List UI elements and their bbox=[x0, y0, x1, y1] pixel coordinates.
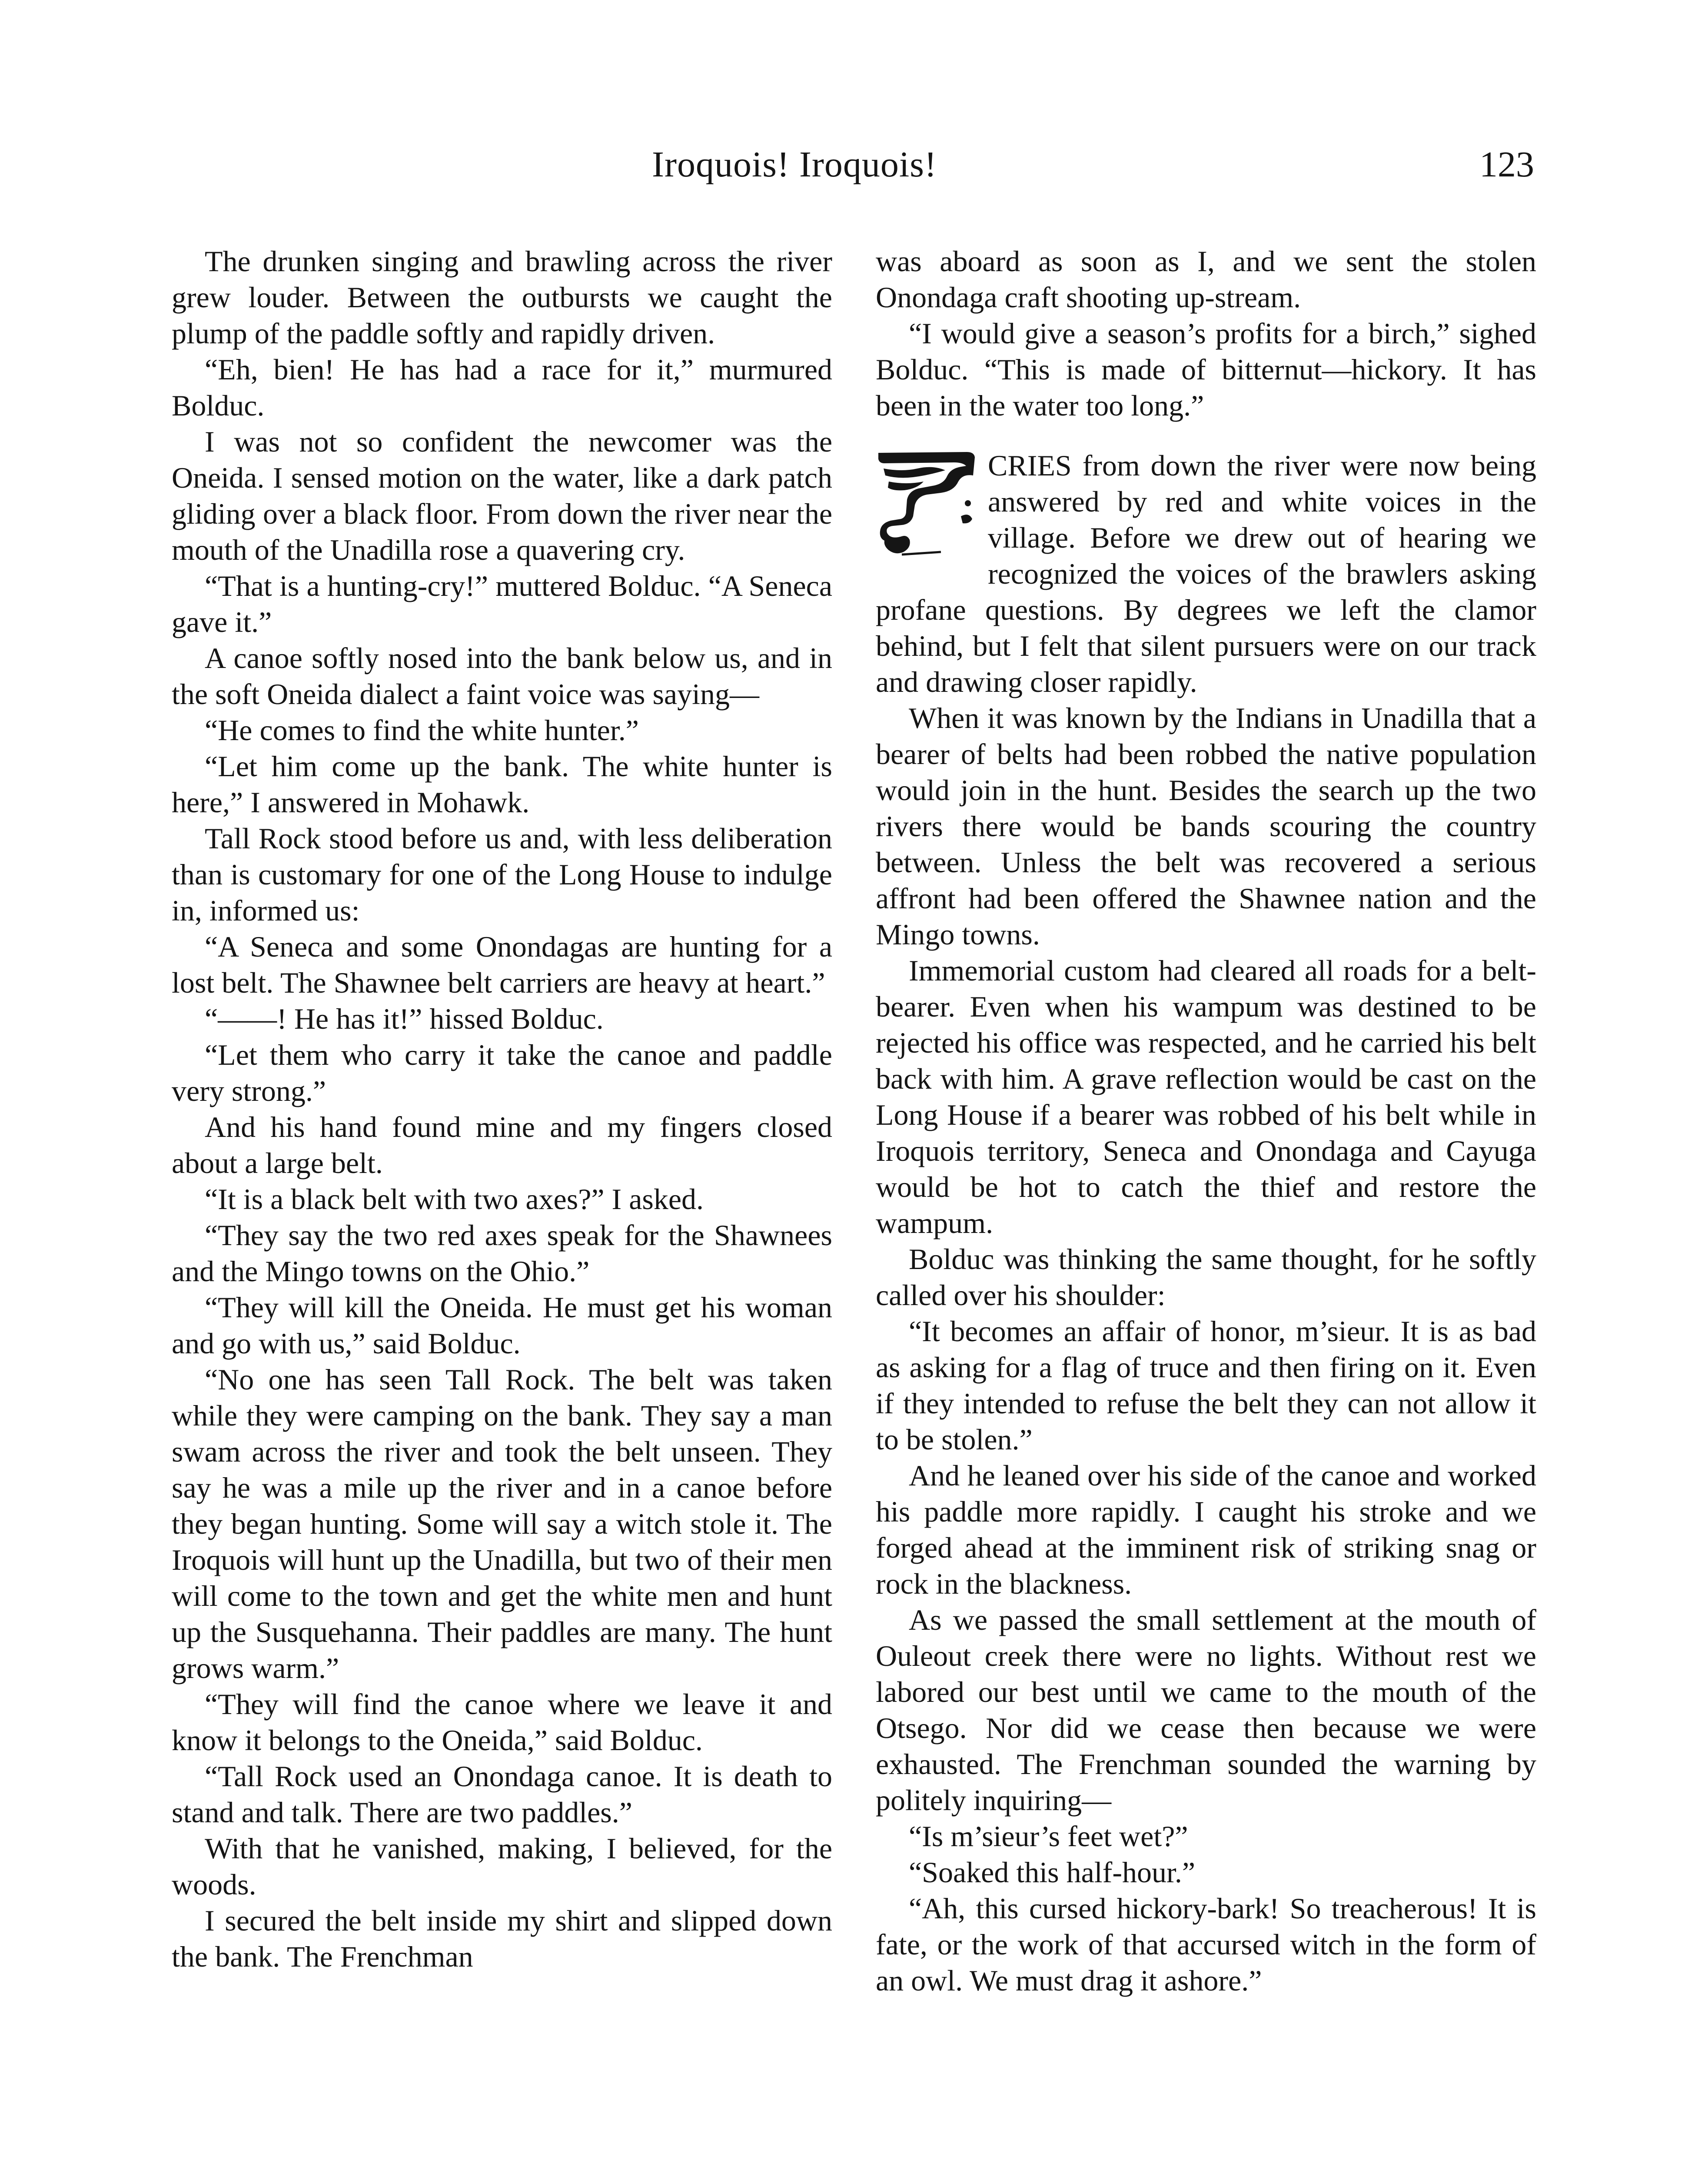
paragraph: “It is a black belt with two axes?” I asked. bbox=[205, 1183, 704, 1216]
paragraph: “I would give a season’s profits for a birch,” sighed Bolduc. “This is made of bitternut—hickory. It has been in the water too long.” bbox=[876, 317, 1536, 422]
paragraph: As we passed the small settlement at the mouth of Ouleout creek there were no lights. Without rest we labored our best until we came to the mouth of the Otsego. Nor did we cease then because we were exhausted. The Frenchman sounded the warning by politely inquiring— bbox=[876, 1603, 1536, 1817]
dropcap-paragraph-text: CRIES from down the river were now being answered by red and white voices in the village. Before we drew out of hearing we recognized the voices of the brawlers asking profane questions. By degrees we left the clamor behind, but I felt that silent pursuers were on our track and drawing closer rapidly. bbox=[876, 449, 1536, 698]
paragraph: And his hand found mine and my fingers closed about a large belt. bbox=[172, 1110, 832, 1180]
paragraph: I secured the belt inside my shirt and slipped down the bank. The Frenchman bbox=[172, 1904, 832, 1973]
paragraph: I was not so confident the newcomer was the Oneida. I sensed motion on the water, like a dark patch gliding over a black floor. From down the river near the mouth of the Unadilla rose a quavering cry. bbox=[172, 425, 832, 566]
paragraph: “He comes to find the white hunter.” bbox=[205, 714, 639, 747]
page-number: 123 bbox=[1479, 144, 1534, 185]
paragraph: A canoe softly nosed into the bank below us, and in the soft Oneida dialect a faint voice was saying— bbox=[172, 641, 832, 711]
paragraph: “——! He has it!” hissed Bolduc. bbox=[205, 1002, 604, 1035]
paragraph: “Soaked this half-hour.” bbox=[909, 1856, 1196, 1889]
paragraph: “Is m’sieur’s feet wet?” bbox=[909, 1820, 1188, 1853]
paragraph: “It becomes an affair of honor, m’sieur. It is as bad as asking for a flag of truce and then firing on it. Even if they intended to refuse the belt they can not allow it to be stolen.” bbox=[876, 1315, 1536, 1456]
paragraph: And he leaned over his side of the canoe and worked his paddle more rapidly. I caught his stroke and we forged ahead at the imminent risk of striking snag or rock in the blackness. bbox=[876, 1459, 1536, 1600]
dropcap-ornament-icon bbox=[876, 451, 980, 560]
paragraph: “A Seneca and some Onondagas are hunting for a lost belt. The Shawnee belt carriers are heavy at heart.” bbox=[172, 930, 832, 999]
paragraph: “They will kill the Oneida. He must get his woman and go with us,” said Bolduc. bbox=[172, 1291, 832, 1360]
paragraph: When it was known by the Indians in Unadilla that a bearer of belts had been robbed the native population would join in the hunt. Besides the search up the two rivers there would be bands scouring the country between. Unless the belt was recovered a serious affront had been offered the Shawnee nation and the Mingo towns. bbox=[876, 701, 1536, 951]
paragraph: “They will find the canoe where we leave it and know it belongs to the Oneida,” said Bolduc. bbox=[172, 1688, 832, 1757]
paragraph: “Let them who carry it take the canoe and paddle very strong.” bbox=[172, 1038, 832, 1107]
running-head-title: Iroquois! Iroquois! bbox=[652, 144, 937, 185]
paragraph: Tall Rock stood before us and, with less deliberation than is customary for one of the Long House to indulge in, informed us: bbox=[172, 822, 832, 927]
right-column bbox=[876, 243, 1536, 1999]
paragraph: Immemorial custom had cleared all roads for a belt-bearer. Even when his wampum was destined to be rejected his office was respected, and he carried his belt back with him. A grave reflection would be cast on the Long House if a bearer was robbed of his belt while in Iroquois territory, Seneca and Onondaga and Cayuga would be hot to catch the thief and restore the wampum. bbox=[876, 954, 1536, 1239]
section-break bbox=[876, 424, 1536, 448]
paragraph: “That is a hunting-cry!” muttered Bolduc. “A Seneca gave it.” bbox=[172, 569, 832, 638]
paragraph: The drunken singing and brawling across the river grew louder. Between the outbursts we caught the plump of the paddle softly and rapidly driven. bbox=[172, 245, 832, 350]
left-column bbox=[172, 243, 832, 1975]
paragraph: “They say the two red axes speak for the Shawnees and the Mingo towns on the Ohio.” bbox=[172, 1219, 832, 1288]
dropcap-paragraph bbox=[876, 448, 1536, 700]
paragraph: “Let him come up the bank. The white hunter is here,” I answered in Mohawk. bbox=[172, 750, 832, 819]
paragraph: Bolduc was thinking the same thought, for he softly called over his shoulder: bbox=[876, 1243, 1536, 1312]
paragraph: was aboard as soon as I, and we sent the stolen Onondaga craft shooting up-stream. bbox=[876, 245, 1536, 314]
paragraph: “No one has seen Tall Rock. The belt was taken while they were camping on the bank. They say a man swam across the river and took the belt unseen. They say he was a mile up the river and in a canoe before they began hunting. Some will say a witch stole it. The Iroquois will hunt up the Unadilla, but two of their men will come to the town and get the white men and hunt up the Susquehanna. Their paddles are many. The hunt grows warm.” bbox=[172, 1363, 832, 1685]
paragraph: “Ah, this cursed hickory-bark! So treacherous! It is fate, or the work of that accursed witch in the form of an owl. We must drag it ashore.” bbox=[876, 1892, 1536, 1997]
paragraph: With that he vanished, making, I believed, for the woods. bbox=[172, 1832, 832, 1901]
paragraph: “Eh, bien! He has had a race for it,” murmured Bolduc. bbox=[172, 353, 832, 422]
paragraph: “Tall Rock used an Onondaga canoe. It is death to stand and talk. There are two paddles.” bbox=[172, 1760, 832, 1829]
